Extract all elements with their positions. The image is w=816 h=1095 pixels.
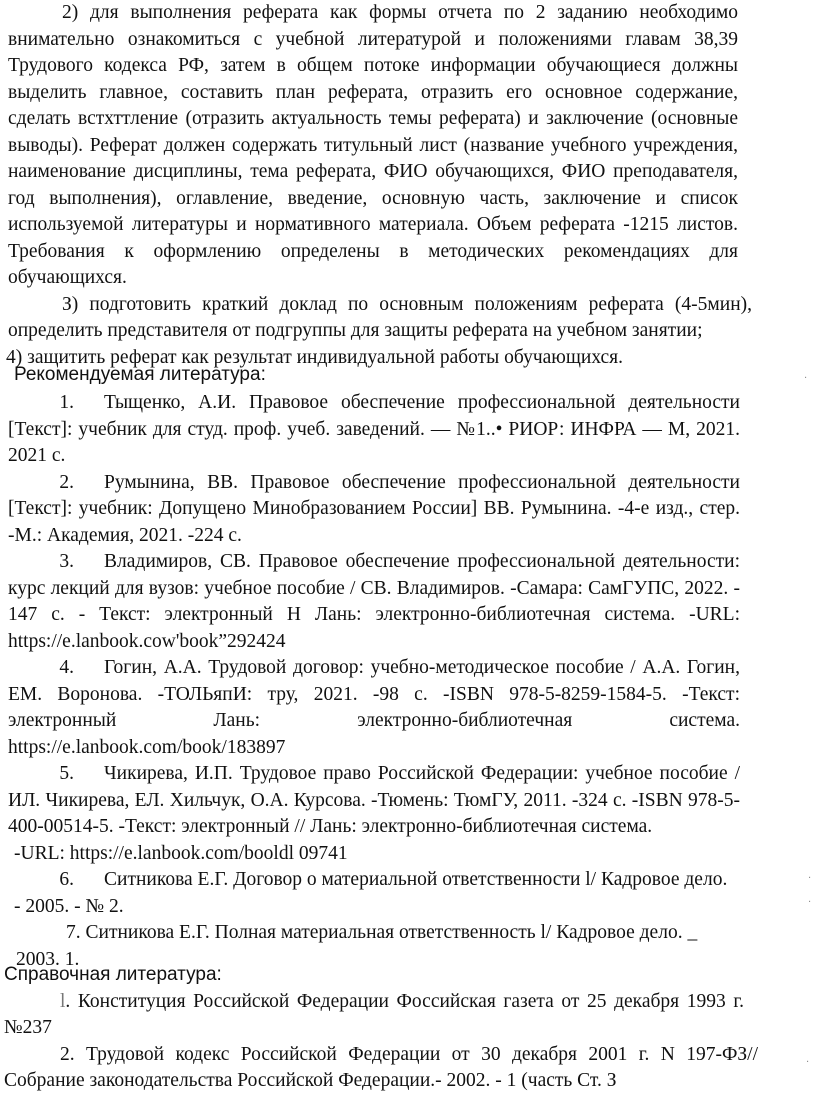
item-number: 2. bbox=[59, 471, 74, 493]
item-text: Владимиров, СВ. Правовое обеспечение профессиональной деятельности: курс лекций для вузов: учебное пособие / СВ. Владимиров. -Самара: СамГУПС, 2022. - 147 с. - Текст: электронный Н Лань: электронно-библиотечная система. -URL: https://e.lanbook.cow'book”292424 bbox=[8, 551, 740, 652]
recommended-item bbox=[0, 549, 816, 655]
recommended-item-5-url: -URL: https://e.lanbook.com/booldl 09741 bbox=[14, 842, 348, 864]
reference-heading: Справочная литература: bbox=[4, 964, 222, 985]
reference-item-1-text: . Конституция Российской Федерации Фоссийская газета от 25 декабря 1993 г. №237 bbox=[4, 990, 744, 1038]
recommended-item bbox=[0, 867, 816, 894]
reference-item-2: 2. Трудовой кодекс Российской Федерации от 30 декабря 2001 г. N 197-ФЗ// Собрание законодательства Российской Федерации.- 2002. - 1 (часть Ст. З bbox=[4, 1043, 758, 1091]
recommended-item bbox=[0, 470, 816, 550]
scan-speck: · bbox=[808, 873, 812, 884]
item-text: Румынина, ВВ. Правовое обеспечение профессиональной деятельности [Текст]: учебник: Допущено Минобразованием России] ВВ. Румынина. -4-е изд., стер. -М.: Академия, 2021. -224 с. bbox=[8, 471, 740, 546]
item-text: Чикирева, И.П. Трудовое право Российской Федерации: учебное пособие / ИЛ. Чикирева, ЕЛ. Хильчук, О.А. Курсова. -Тюмень: ТюмГУ, 2011. -324 с. -ISBN 978-5-400-00514-5. -Текст: электронный // Лань: электронно-библиотечная система. bbox=[8, 763, 740, 837]
item-number: 1. bbox=[59, 392, 74, 413]
reference-item-1 bbox=[0, 989, 816, 1042]
recommended-heading: Рекомендуемая литература: bbox=[14, 364, 266, 385]
item-number: 3. bbox=[59, 551, 74, 572]
recommended-item bbox=[0, 761, 816, 841]
assignment-item-2: 2) для выполнения реферата как формы отчета по 2 заданию необходимо внимательно ознакомиться с учебной литературой и положениями главам 38,39 Трудового кодекса РФ, затем в общем потоке информации обучающиеся должны выделить главное, составить план реферата, отразить его основное содержание, сделать встхттление (отразить актуальность темы реферата) и заключение (основные выводы). Реферат должен содержать титульный лист (название учебного учреждения, наименование дисциплины, тема реферата, ФИО обучающихся, ФИО преподавателя, год выполнения), оглавление, введение, основную часть, заключение и список используемой литературы и нормативного материала. Объем реферата -1215 листов. Требования к оформлению определены в методических рекомендациях для обучающихся. bbox=[8, 2, 738, 288]
recommended-item-7: 7. Ситникова Е.Г. Полная материальная ответственность l/ Кадровое дело. _ bbox=[66, 922, 698, 943]
reference-item-1-number: l bbox=[60, 990, 66, 1012]
item-text: Ситникова Е.Г. Договор о материальной ответственности l/ Кадровое дело. bbox=[104, 869, 728, 890]
recommended-item-6-tail: - 2005. - № 2. bbox=[14, 895, 124, 917]
scan-speck: · bbox=[806, 1057, 810, 1068]
item-number: 6. bbox=[59, 869, 74, 890]
recommended-item bbox=[0, 655, 816, 761]
item-text: Гогин, А.А. Трудовой договор: учебно-методическое пособие / А.А. Гогин, ЕМ. Воронова. -ТОЛЬяпИ: тру, 2021. -98 с. -ISBN 978-5-8259-1584-5. -Текст: электронный Лань: электронно-библиотечная система. https://e.lanbook.com/book/183897 bbox=[8, 657, 740, 758]
assignment-section bbox=[0, 0, 816, 371]
assignment-item-3: З) подготовить краткий доклад по основным положениям реферата (4-5мин), определить представителя от подгруппы для защиты реферата на учебном занятии; bbox=[8, 293, 752, 341]
recommended-item bbox=[0, 390, 816, 470]
reference-literature bbox=[0, 962, 816, 1095]
assignment-item-4: 4) защитить реферат как результат индивидуальной работы обучающихся. bbox=[6, 346, 624, 368]
item-number: 5. bbox=[59, 763, 74, 784]
recommended-list bbox=[0, 390, 816, 973]
recommended-item-7-tail: 2003. 1. bbox=[16, 948, 80, 970]
scan-speck: · bbox=[804, 373, 808, 384]
item-text: Тыщенко, А.И. Правовое обеспечение профессиональной деятельности [Текст]: учебник для студ. проф. учеб. заведений. — №1..• РИОР: ИНФРА — М, 2021. 2021 с. bbox=[8, 392, 740, 466]
scan-speck: · bbox=[808, 897, 812, 908]
recommended-literature bbox=[0, 362, 816, 389]
item-number: 4. bbox=[59, 657, 74, 678]
